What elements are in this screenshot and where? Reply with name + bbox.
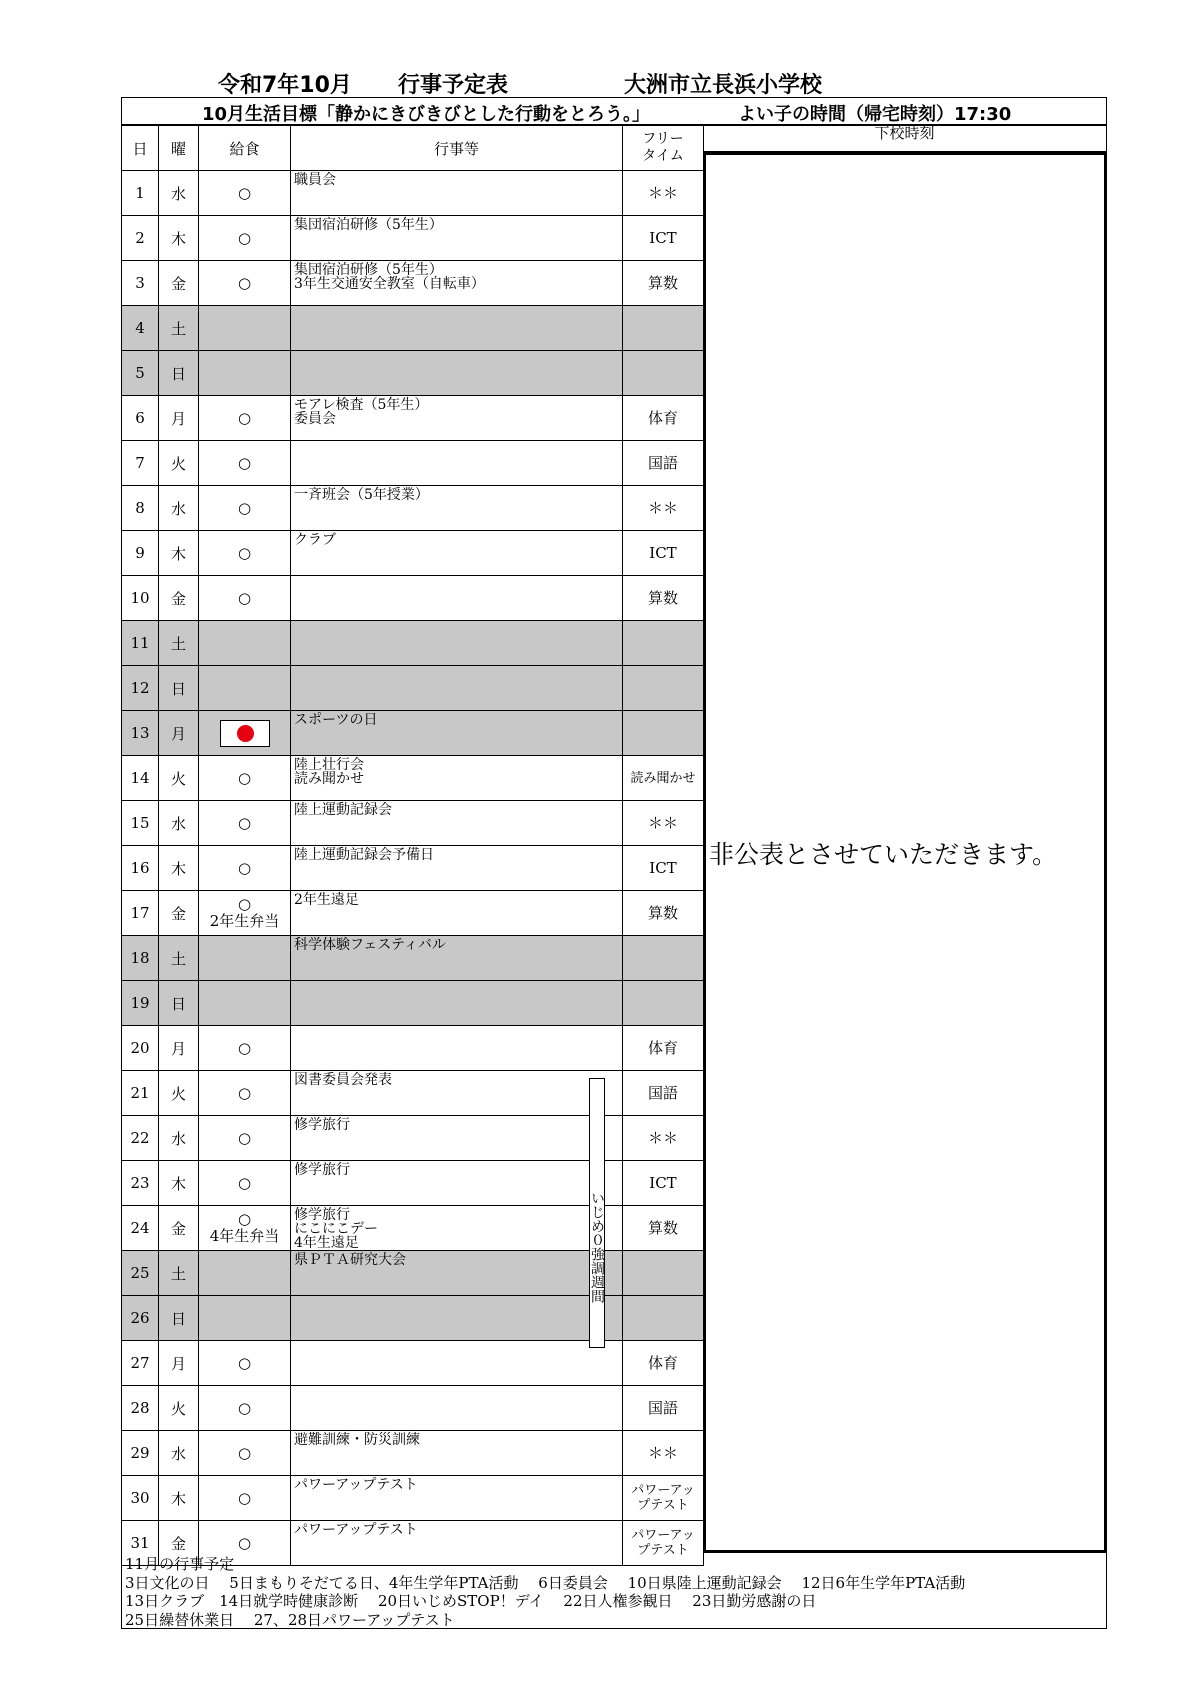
- lunch-cell: ○ 4年生弁当: [199, 1206, 291, 1251]
- events-cell: [291, 576, 623, 621]
- november-heading: 11月の行事予定: [125, 1555, 235, 1573]
- weekday-cell: 金: [159, 1206, 199, 1251]
- events-cell: [291, 1116, 623, 1161]
- page-subtitle: 行事予定表: [398, 73, 509, 98]
- freetime-cell: ICT: [623, 846, 704, 891]
- event-item: モアレ検査（5年生）: [294, 397, 429, 413]
- events-cell: [291, 1206, 623, 1251]
- weekday-cell: 日: [159, 981, 199, 1026]
- col-lunch: 給食: [199, 126, 291, 171]
- table-row: [122, 1251, 704, 1296]
- lunch-cell: ○: [199, 1431, 291, 1476]
- dismissal-note: 非公表とさせていただきます。: [709, 840, 1058, 869]
- events-cell: [291, 981, 623, 1026]
- freetime-cell: [623, 981, 704, 1026]
- lunch-cell: ○: [199, 1386, 291, 1431]
- table-row: [122, 711, 704, 756]
- table-header-row: [122, 126, 704, 171]
- event-item: 一斉班会（5年授業）: [294, 487, 429, 503]
- table-row: [122, 1476, 704, 1521]
- day-cell: 17: [122, 891, 159, 936]
- weekday-cell: 木: [159, 846, 199, 891]
- day-cell: 7: [122, 441, 159, 486]
- lunch-cell: ○: [199, 216, 291, 261]
- day-cell: 6: [122, 396, 159, 441]
- freetime-cell: 体育: [623, 1026, 704, 1071]
- table-row: [122, 756, 704, 801]
- events-cell: [291, 621, 623, 666]
- lunch-cell: ○: [199, 1071, 291, 1116]
- day-cell: 25: [122, 1251, 159, 1296]
- event-item: 県ＰＴＡ研究大会: [294, 1252, 406, 1268]
- weekday-cell: 月: [159, 711, 199, 756]
- lunch-cell: ○: [199, 756, 291, 801]
- day-cell: 4: [122, 306, 159, 351]
- event-item: パワーアップテスト: [294, 1477, 418, 1493]
- day-cell: 3: [122, 261, 159, 306]
- events-cell: [291, 666, 623, 711]
- event-item: 修学旅行: [294, 1162, 350, 1178]
- school-name: 大洲市立長浜小学校: [624, 73, 823, 98]
- event-item: 陸上運動記録会予備日: [294, 847, 434, 863]
- events-cell: [291, 846, 623, 891]
- events-cell: [291, 891, 623, 936]
- table-row: [122, 306, 704, 351]
- event-item: 2年生遠足: [294, 892, 359, 908]
- lunch-cell: [199, 936, 291, 981]
- dismissal-box: [703, 152, 1107, 1553]
- curfew-time: よい子の時間（帰宅時刻）17:30: [738, 104, 1012, 125]
- freetime-cell: 算数: [623, 261, 704, 306]
- lunch-cell: ○: [199, 846, 291, 891]
- event-item: 図書委員会発表: [294, 1072, 392, 1088]
- freetime-cell: [623, 711, 704, 756]
- freetime-cell: ＊＊: [623, 486, 704, 531]
- day-cell: 12: [122, 666, 159, 711]
- day-cell: 30: [122, 1476, 159, 1521]
- weekday-cell: 火: [159, 1071, 199, 1116]
- lunch-cell: ○: [199, 171, 291, 216]
- lunch-cell: ○: [199, 1116, 291, 1161]
- events-cell: [291, 756, 623, 801]
- weekday-cell: 日: [159, 1296, 199, 1341]
- lunch-cell: ○: [199, 801, 291, 846]
- weekday-cell: 土: [159, 621, 199, 666]
- november-schedule: [121, 1555, 1107, 1629]
- monthly-goal: 10月生活目標「静かにきびきびとした行動をとろう。」: [202, 104, 651, 125]
- event-item: 避難訓練・防災訓練: [294, 1432, 420, 1448]
- freetime-cell: ICT: [623, 531, 704, 576]
- event-item: 陸上運動記録会: [294, 802, 392, 818]
- lunch-cell: ○: [199, 441, 291, 486]
- schedule-table: [121, 125, 704, 1566]
- event-item: 修学旅行: [294, 1207, 350, 1223]
- day-cell: 9: [122, 531, 159, 576]
- table-row: [122, 891, 704, 936]
- event-item: パワーアップテスト: [294, 1522, 418, 1538]
- col-events: 行事等: [291, 126, 623, 171]
- lunch-cell: ○ 2年生弁当: [199, 891, 291, 936]
- table-row: [122, 261, 704, 306]
- events-cell: [291, 261, 623, 306]
- day-cell: 29: [122, 1431, 159, 1476]
- freetime-cell: 体育: [623, 396, 704, 441]
- events-cell: [291, 306, 623, 351]
- freetime-cell: 算数: [623, 891, 704, 936]
- weekday-cell: 日: [159, 666, 199, 711]
- november-line: 13日クラブ 14日就学時健康診断 20日いじめSTOP！デイ 22日人権参観日 23日勤労感謝の日: [125, 1592, 817, 1610]
- weekday-cell: 水: [159, 801, 199, 846]
- table-row: [122, 1026, 704, 1071]
- event-item: 4年生遠足: [294, 1235, 359, 1251]
- day-cell: 2: [122, 216, 159, 261]
- weekday-cell: 木: [159, 531, 199, 576]
- freetime-cell: 国語: [623, 1071, 704, 1116]
- event-item: 修学旅行: [294, 1117, 350, 1133]
- event-item: 委員会: [294, 411, 336, 427]
- lunch-cell: [199, 306, 291, 351]
- freetime-cell: 体育: [623, 1341, 704, 1386]
- lunch-cell: ○: [199, 576, 291, 621]
- lunch-cell: ○: [199, 531, 291, 576]
- freetime-cell: [623, 1296, 704, 1341]
- table-row: [122, 531, 704, 576]
- events-cell: [291, 711, 623, 756]
- freetime-cell: 国語: [623, 441, 704, 486]
- events-cell: [291, 396, 623, 441]
- weekday-cell: 金: [159, 261, 199, 306]
- day-cell: 27: [122, 1341, 159, 1386]
- table-row: [122, 396, 704, 441]
- weekday-cell: 木: [159, 216, 199, 261]
- lunch-cell: ○: [199, 1521, 291, 1566]
- freetime-cell: パワーアッ プテスト: [623, 1521, 704, 1566]
- weekday-cell: 土: [159, 1251, 199, 1296]
- col-freetime: フリー タイム: [623, 126, 704, 171]
- table-row: [122, 1071, 704, 1116]
- freetime-cell: 国語: [623, 1386, 704, 1431]
- lunch-cell: [199, 1296, 291, 1341]
- event-item: 集団宿泊研修（5年生）: [294, 262, 443, 278]
- table-row: [122, 666, 704, 711]
- events-cell: [291, 441, 623, 486]
- lunch-cell: [199, 621, 291, 666]
- freetime-cell: 読み聞かせ: [623, 756, 704, 801]
- lunch-cell: ○: [199, 396, 291, 441]
- weekday-cell: 火: [159, 756, 199, 801]
- freetime-cell: ＊＊: [623, 1431, 704, 1476]
- freetime-cell: [623, 1251, 704, 1296]
- freetime-cell: ICT: [623, 1161, 704, 1206]
- lunch-cell: [199, 711, 291, 756]
- event-item: 科学体験フェスティバル: [294, 937, 446, 953]
- event-item: 集団宿泊研修（5年生）: [294, 217, 443, 233]
- day-cell: 28: [122, 1386, 159, 1431]
- events-cell: [291, 936, 623, 981]
- events-cell: [291, 1026, 623, 1071]
- events-cell: [291, 1296, 623, 1341]
- weekday-cell: 火: [159, 441, 199, 486]
- day-cell: 26: [122, 1296, 159, 1341]
- freetime-cell: パワーアッ プテスト: [623, 1476, 704, 1521]
- events-cell: [291, 1431, 623, 1476]
- freetime-cell: 算数: [623, 576, 704, 621]
- col-weekday: 曜: [159, 126, 199, 171]
- freetime-cell: ICT: [623, 216, 704, 261]
- lunch-cell: ○: [199, 1026, 291, 1071]
- event-item: 陸上壮行会: [294, 757, 364, 773]
- freetime-cell: ＊＊: [623, 171, 704, 216]
- table-row: [122, 1296, 704, 1341]
- table-row: [122, 171, 704, 216]
- weekday-cell: 金: [159, 891, 199, 936]
- day-cell: 31: [122, 1521, 159, 1566]
- freetime-cell: [623, 351, 704, 396]
- weekday-cell: 金: [159, 576, 199, 621]
- events-cell: [291, 486, 623, 531]
- table-row: [122, 1161, 704, 1206]
- table-row: [122, 936, 704, 981]
- ijime-week-label: いじめ０強調週間: [589, 1078, 605, 1348]
- weekday-cell: 水: [159, 171, 199, 216]
- day-cell: 20: [122, 1026, 159, 1071]
- col-dismissal: 下校時刻: [703, 125, 1107, 152]
- day-cell: 16: [122, 846, 159, 891]
- weekday-cell: 水: [159, 1431, 199, 1476]
- events-cell: [291, 1341, 623, 1386]
- weekday-cell: 月: [159, 1026, 199, 1071]
- weekday-cell: 日: [159, 351, 199, 396]
- event-item: にこにこデー: [294, 1221, 378, 1237]
- weekday-cell: 金: [159, 1521, 199, 1566]
- day-cell: 11: [122, 621, 159, 666]
- lunch-cell: ○: [199, 1161, 291, 1206]
- lunch-cell: [199, 1251, 291, 1296]
- day-cell: 10: [122, 576, 159, 621]
- lunch-cell: ○: [199, 1341, 291, 1386]
- lunch-cell: ○: [199, 1476, 291, 1521]
- event-item: スポーツの日: [294, 712, 378, 728]
- weekday-cell: 木: [159, 1161, 199, 1206]
- events-cell: [291, 1476, 623, 1521]
- freetime-cell: ＊＊: [623, 1116, 704, 1161]
- day-cell: 19: [122, 981, 159, 1026]
- weekday-cell: 火: [159, 1386, 199, 1431]
- lunch-cell: ○: [199, 486, 291, 531]
- events-cell: [291, 1071, 623, 1116]
- freetime-cell: ＊＊: [623, 801, 704, 846]
- events-cell: [291, 171, 623, 216]
- page-title: 令和7年10月: [218, 73, 352, 98]
- col-day: 日: [122, 126, 159, 171]
- table-row: [122, 801, 704, 846]
- table-row: [122, 441, 704, 486]
- day-cell: 24: [122, 1206, 159, 1251]
- events-cell: [291, 216, 623, 261]
- day-cell: 1: [122, 171, 159, 216]
- freetime-cell: [623, 666, 704, 711]
- day-cell: 22: [122, 1116, 159, 1161]
- table-row: [122, 1431, 704, 1476]
- table-row: [122, 216, 704, 261]
- table-row: [122, 1206, 704, 1251]
- table-row: [122, 1341, 704, 1386]
- day-cell: 13: [122, 711, 159, 756]
- table-row: [122, 846, 704, 891]
- lunch-cell: [199, 351, 291, 396]
- table-row: [122, 576, 704, 621]
- table-row: [122, 1386, 704, 1431]
- event-item: 職員会: [294, 172, 336, 188]
- weekday-cell: 土: [159, 936, 199, 981]
- day-cell: 14: [122, 756, 159, 801]
- november-line: 25日繰替休業日 27、28日パワーアップテスト: [125, 1610, 455, 1629]
- weekday-cell: 水: [159, 1116, 199, 1161]
- weekday-cell: 土: [159, 306, 199, 351]
- title-row: [0, 68, 1200, 96]
- table-row: [122, 486, 704, 531]
- day-cell: 21: [122, 1071, 159, 1116]
- monthly-goal-bar: [121, 97, 1107, 125]
- events-cell: [291, 351, 623, 396]
- national-flag-icon: [220, 720, 270, 747]
- day-cell: 18: [122, 936, 159, 981]
- freetime-cell: [623, 936, 704, 981]
- table-row: [122, 981, 704, 1026]
- day-cell: 8: [122, 486, 159, 531]
- freetime-cell: [623, 306, 704, 351]
- lunch-cell: [199, 981, 291, 1026]
- table-row: [122, 1116, 704, 1161]
- november-line: 3日文化の日 5日まもりそだてる日、4年生学年PTA活動 6日委員会 10日県陸上運動記録会 12日6年生学年PTA活動: [125, 1573, 966, 1592]
- weekday-cell: 木: [159, 1476, 199, 1521]
- events-cell: [291, 1161, 623, 1206]
- table-row: [122, 351, 704, 396]
- freetime-cell: 算数: [623, 1206, 704, 1251]
- events-cell: [291, 1251, 623, 1296]
- weekday-cell: 月: [159, 1341, 199, 1386]
- day-cell: 5: [122, 351, 159, 396]
- events-cell: [291, 1386, 623, 1431]
- weekday-cell: 水: [159, 486, 199, 531]
- event-item: 3年生交通安全教室（自転車）: [294, 276, 485, 292]
- events-cell: [291, 801, 623, 846]
- freetime-cell: [623, 621, 704, 666]
- table-row: [122, 621, 704, 666]
- events-cell: [291, 531, 623, 576]
- day-cell: 15: [122, 801, 159, 846]
- event-item: 読み聞かせ: [294, 771, 364, 787]
- day-cell: 23: [122, 1161, 159, 1206]
- lunch-cell: ○: [199, 261, 291, 306]
- event-item: クラブ: [294, 532, 336, 548]
- lunch-cell: [199, 666, 291, 711]
- weekday-cell: 月: [159, 396, 199, 441]
